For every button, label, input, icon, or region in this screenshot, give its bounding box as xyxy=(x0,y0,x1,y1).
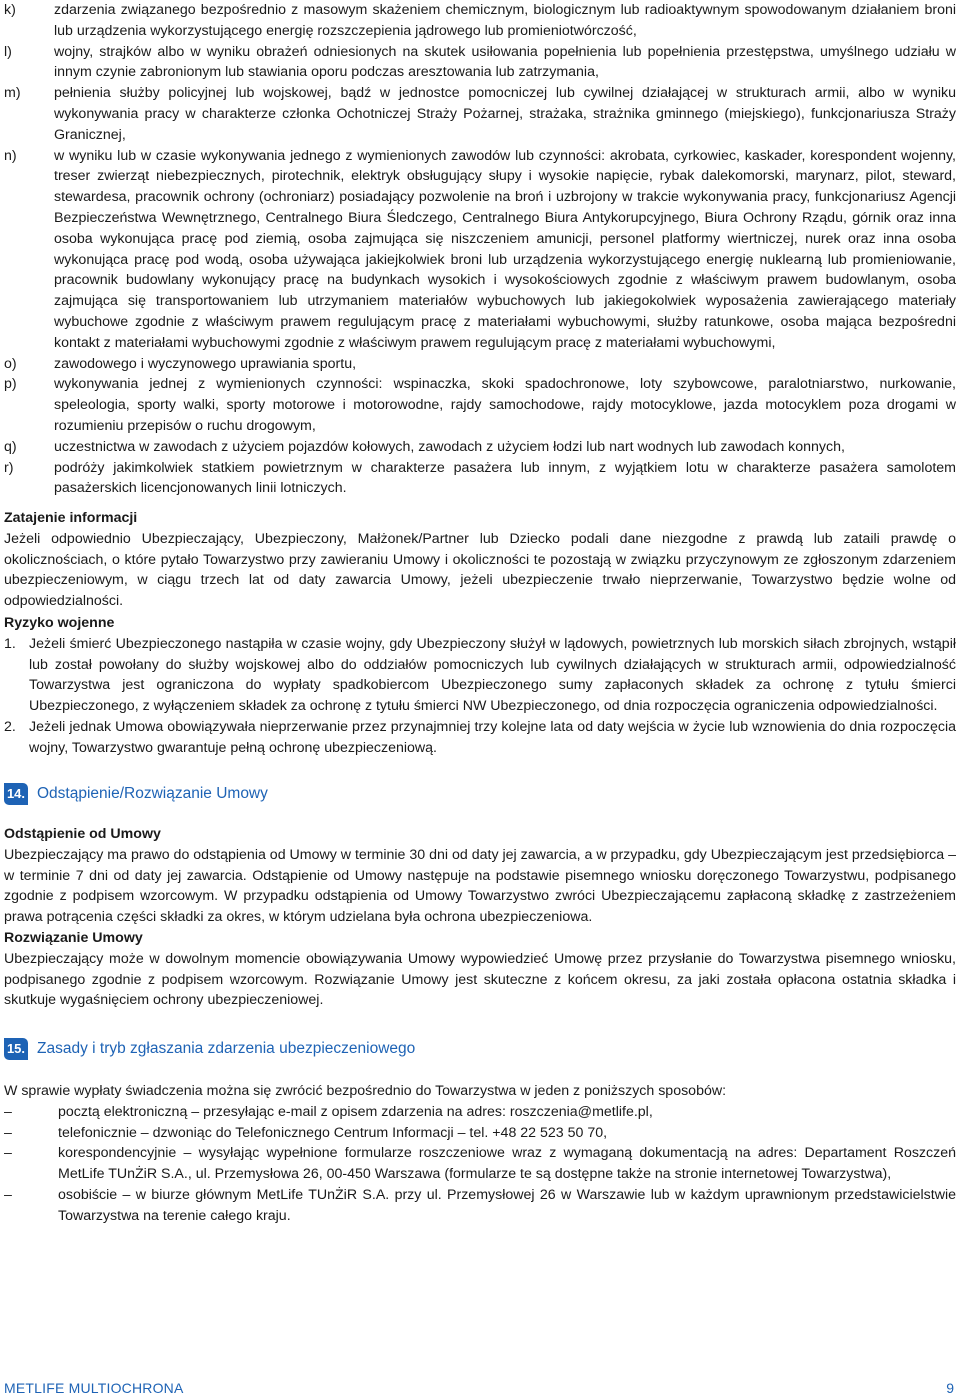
claims-intro-text: W sprawie wypłaty świadczenia można się zwrócić bezpośrednio do Towarzystwa w jeden z poniższych sposobów: xyxy=(4,1083,727,1099)
list-item xyxy=(4,374,956,436)
list-marker: q) xyxy=(4,438,17,455)
concealment-heading: Zatajenie informacji xyxy=(4,510,138,526)
section-14 xyxy=(4,782,956,1011)
numbered-item xyxy=(4,717,956,759)
numbered-item-text: Jeżeli śmierć Ubezpieczonego nastąpiła w czasie wojny, gdy Ubezpieczony służył w lądowych, powietrznych lub morskich siłach zbrojnych, wstąpił lub został powołany do służby wojskowej albo do oddziałów pomocniczych lub cywilnych działających w strukturach armii, odpowiedzialność Towarzystwa jest ograniczona do wypłaty spadkobiercom Ubezpieczonego sumy zapłaconych składek za ochronę z tytułu śmierci Ubezpieczonego, z wyłączeniem składek za ochronę z tytułu śmierci NW Ubezpieczonego, od dnia rozpoczęcia ograniczenia odpowiedzialności. xyxy=(29,635,956,715)
section-title-bar xyxy=(4,1037,956,1061)
footer-brand: METLIFE MULTIOCHRONA xyxy=(4,1380,184,1396)
list-marker: o) xyxy=(4,355,17,372)
section-number-badge: 15. xyxy=(4,1038,28,1060)
numbered-marker: 1. xyxy=(4,635,16,652)
list-item-text: pełnienia służby policyjnej lub wojskowej, bądź w jednostce pomocniczej lub cywilnej działającej w strukturach armii, albo w wyniku wykonywania pracy w charakterze członka Ochotniczej Straży Pożarnej, strażaka, strażnika gminnego (miejskiego), funkcjonariusza Straży Granicznej, xyxy=(54,85,956,143)
list-item xyxy=(4,354,956,375)
termination-text: Ubezpieczający może w dowolnym momencie obowiązywania Umowy wypowiedzieć Umowę przez przysłanie do Towarzystwa pisemnego wniosku, podpisanego zgodnie z podpisem wzorcowym. Rozwiązanie Umowy jest skuteczne z końcem okresu, za jaki została opłacona ostatnia składka i skutkuje wygaśnięciem ochrony ubezpieczeniowej. xyxy=(4,950,956,1009)
war-risk-section xyxy=(4,613,956,759)
section-title-bar xyxy=(4,782,956,806)
list-item xyxy=(4,0,956,42)
list-marker: k) xyxy=(4,2,16,18)
concealment-text: Jeżeli odpowiednio Ubezpieczający, Ubezpieczony, Małżonek/Partner lub Dziecko podali dane niezgodne z prawdą lub zataili prawdę o okolicznościach, o które pytało Towarzystwo przy zawieraniu Umowy i okoliczności te pozostają w związku przyczynowym ze zgłoszonym zdarzeniem ubezpieczeniowym, w ciągu trzech lat od daty zawarcia Umowy, jeżeli ubezpieczenie trwało nieprzerwanie, Towarzystwo będzie wolne od odpowiedzialności. xyxy=(4,530,956,610)
list-marker: l) xyxy=(4,43,12,60)
list-item xyxy=(4,1143,956,1185)
list-item-text: podróży jakimkolwiek statkiem powietrznym w charakterze pasażera lub innym, z wyjątkiem lotu w charakterze pasażera samolotem pasażerskich licencjonowanych linii lotniczych. xyxy=(54,459,956,497)
dash-marker: – xyxy=(4,1145,12,1162)
list-marker: n) xyxy=(4,147,17,164)
numbered-marker: 2. xyxy=(4,718,16,735)
list-item-text: telefonicznie – dzwoniąc do Telefonicznego Centrum Informacji – tel. +48 22 523 50 70, xyxy=(58,1124,608,1141)
list-item-text: w wyniku lub w czasie wykonywania jednego z wymienionych zawodów lub czynności: akrobata, cyrkowiec, kaskader, korespondent wojenny, treser zwierząt niebezpiecznych, pirotechnik, elektryk obsługujący słupy i wysokie napięcie, rybak dalekomorski, marynarz, pilot, steward, stewardesa, pracownik ochrony (ochroniarz) posiadający pozwolenie na broń i uzbrojony w trakcie wykonywania pracy, funkcjonariusz Agencji Bezpieczeństwa Wewnętrznego, Centralnego Biura Śledczego, Centralnego Biura Antykorupcyjnego, Biura Ochrony Rządu, górnik oraz inna osoba wykonująca pracę pod ziemią, osoba zajmująca się niszczeniem amunicji, personel platformy wiertniczej, nurek oraz inna osoba wykonująca pracę pod wodą, osoba używająca jakiejkolwiek broni lub urządzenia wykorzystującego energię nuklearną lub promieniowanie, pracownik budowlany wykonujący pracę na budynkach wysokich i wysokościowych zgodnie z właściwym prawem budowlanym, osoba zajmująca się transportowaniem lub utrzymaniem materiałów wybuchowych lub jakiegokolwiek wyposażenia zawierającego materiały wybuchowe zgodnie z właściwym prawem regulującym pracę z materiałami wybuchowymi, służby ratunkowe, osoba mająca bezpośredni kontakt z materiałami wybuchowymi zgodnie z właściwym prawem regulującym pracę z materiałami wybuchowymi, xyxy=(54,147,956,351)
numbered-item xyxy=(4,634,956,717)
list-item xyxy=(4,458,956,500)
list-item-text: wojny, strajków albo w wyniku obrażeń odniesionych na skutek usiłowania popełnienia lub popełnienia przestępstwa, umyślnego udziału w innym czynie zabronionym lub stawiania oporu podczas aresztowania lub zatrzymania, xyxy=(54,43,956,81)
section-number-badge: 14. xyxy=(4,783,28,805)
list-item xyxy=(4,83,956,145)
concealment-section xyxy=(4,508,956,612)
list-item xyxy=(4,1185,956,1227)
list-item xyxy=(4,42,956,84)
dash-marker: – xyxy=(4,1124,12,1141)
section-title: Odstąpienie/Rozwiązanie Umowy xyxy=(37,784,268,802)
exclusions-list xyxy=(4,0,956,499)
list-item-text: uczestnictwa w zawodach z użyciem pojazdów kołowych, zawodach z użyciem łodzi lub nart wodnych lub zawodach konnych, xyxy=(54,438,845,455)
numbered-item-text: Jeżeli jednak Umowa obowiązywała nieprzerwanie przez przynajmniej trzy kolejne lata od daty wejścia w życie lub wznowienia do dnia rozpoczęcia wojny, Towarzystwo gwarantuje pełną ochronę ubezpieczeniową. xyxy=(29,718,956,756)
section-title: Zasady i tryb zgłaszania zdarzenia ubezpieczeniowego xyxy=(37,1039,416,1057)
dash-marker: – xyxy=(4,1186,12,1203)
list-marker: p) xyxy=(4,376,17,393)
list-item-text: zawodowego i wyczynowego uprawiania sportu, xyxy=(54,355,357,372)
list-item-text: korespondencyjnie – wysyłając wypełnione formularze roszczeniowe wraz z wymaganą dokumentacją na adres: Departament Roszczeń MetLife TUnŻiR S.A., ul. Przemysłowa 26, 00-450 Warszawa (formularze te są dostępne także na stronie internetowej Towarzystwa), xyxy=(58,1145,956,1183)
section-15 xyxy=(4,1037,956,1227)
list-item-text: zdarzenia związanego bezpośrednio z masowym skażeniem chemicznym, biologicznym lub radioaktywnym spowodowanym działaniem broni lub urządzenia wykorzystującego energię rozszczepienia jądrowego lub promieniotwórczość, xyxy=(54,2,956,39)
list-marker: r) xyxy=(4,459,14,476)
list-item xyxy=(4,1123,956,1144)
list-item xyxy=(4,146,956,354)
termination-heading: Rozwiązanie Umowy xyxy=(4,929,143,946)
war-risk-heading: Ryzyko wojenne xyxy=(4,615,115,631)
list-item-text: osobiście – w biurze głównym MetLife TUnŻiR S.A. przy ul. Przemysłowej 26 w Warszawie lub w każdym uprawnionym przedstawicielstwie Towarzystwa na terenie całego kraju. xyxy=(58,1186,956,1224)
withdrawal-text: Ubezpieczający ma prawo do odstąpienia od Umowy w terminie 30 dni od daty jej zawarcia, a w przypadku, gdy Ubezpieczającym jest przedsiębiorca – w terminie 7 dni od daty jej zawarcia. Odstąpienie od Umowy następuje na podstawie pisemnego wniosku doręczonego Towarzystwu, podpisanego zgodnie z podpisem wzorcowym. W przypadku odstąpienia od Umowy Towarzystwo zwróci Ubezpieczającemu zapłaconą składkę z zastrzeżeniem prawa potrącenia części składki za okres, w którym udzielana była ochrona ubezpieczeniowa. xyxy=(4,846,956,926)
list-item-text: pocztą elektroniczną – przesyłając e-mail z opisem zdarzenia na adres: roszczenia@metlife.pl, xyxy=(58,1103,653,1120)
withdrawal-heading: Odstąpienie od Umowy xyxy=(4,826,161,842)
list-marker: m) xyxy=(4,85,21,102)
list-item xyxy=(4,1102,956,1123)
footer-page-number: 9 xyxy=(946,1380,954,1396)
dash-marker: – xyxy=(4,1103,12,1120)
list-item-text: wykonywania jednej z wymienionych czynności: wspinaczka, skoki spadochronowe, loty szybowcowe, paralotniarstwo, nurkowanie, speleologia, sporty walki, sporty motorowe i motorowodne, rajdy samochodowe, rajdy motocyklowe, jazda motocyklem poza drogami w rozumieniu przepisów o ruchu drogowym, xyxy=(54,376,956,434)
list-item xyxy=(4,437,956,458)
